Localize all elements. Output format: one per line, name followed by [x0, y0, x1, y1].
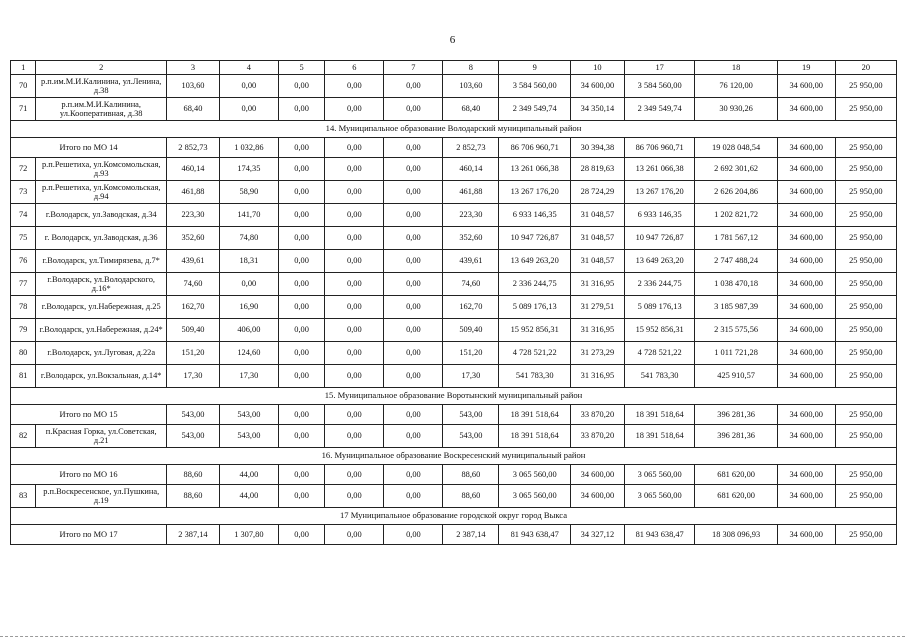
table-cell: 34 600,00 — [777, 273, 835, 296]
table-cell: 34 600,00 — [777, 181, 835, 204]
address-cell: г.Володарск, ул.Набережная, д.24* — [36, 319, 167, 342]
section-row — [11, 121, 897, 138]
table-cell: 15 952 856,31 — [499, 319, 571, 342]
table-cell: 461,88 — [167, 181, 220, 204]
table-cell: 0,00 — [278, 250, 324, 273]
row-number: 74 — [11, 204, 36, 227]
table-cell: 2 852,73 — [443, 138, 499, 158]
table-cell: 34 327,12 — [571, 525, 625, 545]
table-cell: 13 649 263,20 — [624, 250, 695, 273]
table-cell: 2 336 244,75 — [499, 273, 571, 296]
table-cell: 0,00 — [278, 138, 324, 158]
subtotal-label: Итого по МО 16 — [11, 465, 167, 485]
table-cell: 34 600,00 — [777, 525, 835, 545]
table-cell: 25 950,00 — [835, 273, 896, 296]
subtotal-row — [11, 138, 897, 158]
table-cell: 0,00 — [278, 365, 324, 388]
table-cell: 74,60 — [167, 273, 220, 296]
table-cell: 2 692 301,62 — [695, 158, 777, 181]
table-cell: 25 950,00 — [835, 204, 896, 227]
table-cell: 0,00 — [219, 98, 278, 121]
table-cell: 0,00 — [325, 204, 384, 227]
table-cell: 141,70 — [219, 204, 278, 227]
section-row — [11, 508, 897, 525]
table-cell: 0,00 — [325, 525, 384, 545]
row-number: 76 — [11, 250, 36, 273]
table-cell: 2 315 575,56 — [695, 319, 777, 342]
row-number: 75 — [11, 227, 36, 250]
table-cell: 0,00 — [325, 405, 384, 425]
table-cell: 0,00 — [325, 319, 384, 342]
address-cell: г.Володарск, ул.Заводская, д.34 — [36, 204, 167, 227]
table-cell: 124,60 — [219, 342, 278, 365]
table-cell: 74,80 — [219, 227, 278, 250]
table-row — [11, 75, 897, 98]
table-cell: 543,00 — [443, 425, 499, 448]
table-cell: 223,30 — [167, 204, 220, 227]
table-cell: 18,31 — [219, 250, 278, 273]
column-number: 19 — [777, 61, 835, 75]
column-number: 3 — [167, 61, 220, 75]
table-cell: 439,61 — [167, 250, 220, 273]
table-cell: 543,00 — [219, 405, 278, 425]
table-cell: 509,40 — [167, 319, 220, 342]
table-cell: 15 952 856,31 — [624, 319, 695, 342]
row-number: 77 — [11, 273, 36, 296]
table-cell: 31 316,95 — [571, 273, 625, 296]
table-cell: 461,88 — [443, 181, 499, 204]
table-cell: 34 600,00 — [777, 465, 835, 485]
table-cell: 17,30 — [167, 365, 220, 388]
table-cell: 0,00 — [384, 250, 443, 273]
table-cell: 0,00 — [384, 405, 443, 425]
row-number: 72 — [11, 158, 36, 181]
table-cell: 34 600,00 — [777, 405, 835, 425]
table-cell: 34 600,00 — [777, 158, 835, 181]
row-number: 80 — [11, 342, 36, 365]
table-cell: 33 870,20 — [571, 405, 625, 425]
table-row — [11, 425, 897, 448]
subtotal-row — [11, 525, 897, 545]
table-cell: 10 947 726,87 — [499, 227, 571, 250]
table-cell: 0,00 — [384, 365, 443, 388]
table-cell: 541 783,30 — [499, 365, 571, 388]
row-number: 81 — [11, 365, 36, 388]
table-cell: 4 728 521,22 — [624, 342, 695, 365]
table-cell: 34 600,00 — [777, 365, 835, 388]
table-cell: 10 947 726,87 — [624, 227, 695, 250]
table-cell: 543,00 — [443, 405, 499, 425]
row-number: 78 — [11, 296, 36, 319]
table-cell: 13 261 066,38 — [624, 158, 695, 181]
table-cell: 17,30 — [219, 365, 278, 388]
table-cell: 0,00 — [278, 227, 324, 250]
table-cell: 0,00 — [325, 98, 384, 121]
table-cell: 44,00 — [219, 485, 278, 508]
table-cell: 33 870,20 — [571, 425, 625, 448]
table-cell: 13 649 263,20 — [499, 250, 571, 273]
section-row — [11, 448, 897, 465]
column-number: 17 — [624, 61, 695, 75]
table-cell: 0,00 — [219, 273, 278, 296]
table-cell: 25 950,00 — [835, 425, 896, 448]
table-cell: 76 120,00 — [695, 75, 777, 98]
table-row — [11, 250, 897, 273]
table-cell: 34 600,00 — [571, 75, 625, 98]
table-cell: 30 930,26 — [695, 98, 777, 121]
table-cell: 2 349 549,74 — [624, 98, 695, 121]
table-cell: 25 950,00 — [835, 250, 896, 273]
table-cell: 74,60 — [443, 273, 499, 296]
table-cell: 0,00 — [325, 296, 384, 319]
table-cell: 162,70 — [443, 296, 499, 319]
table-cell: 0,00 — [278, 158, 324, 181]
table-cell: 13 267 176,20 — [499, 181, 571, 204]
table-cell: 0,00 — [325, 273, 384, 296]
table-cell: 88,60 — [167, 485, 220, 508]
table-cell: 25 950,00 — [835, 342, 896, 365]
table-cell: 0,00 — [384, 342, 443, 365]
table-cell: 3 584 560,00 — [624, 75, 695, 98]
table-cell: 1 307,80 — [219, 525, 278, 545]
column-number: 10 — [571, 61, 625, 75]
table-cell: 3 065 560,00 — [499, 465, 571, 485]
table-cell: 25 950,00 — [835, 525, 896, 545]
table-cell: 34 600,00 — [777, 250, 835, 273]
table-cell: 0,00 — [278, 204, 324, 227]
table-cell: 34 600,00 — [777, 204, 835, 227]
address-cell: р.п.Решетиха, ул.Комсомольская, д.93 — [36, 158, 167, 181]
table-cell: 0,00 — [384, 75, 443, 98]
address-cell: р.п.Воскресенское, ул.Пушкина, д.19 — [36, 485, 167, 508]
table-cell: 439,61 — [443, 250, 499, 273]
table-cell: 396 281,36 — [695, 425, 777, 448]
table-cell: 25 950,00 — [835, 138, 896, 158]
table-cell: 34 600,00 — [777, 75, 835, 98]
table-row — [11, 319, 897, 342]
table-cell: 25 950,00 — [835, 319, 896, 342]
table-cell: 13 267 176,20 — [624, 181, 695, 204]
column-number: 9 — [499, 61, 571, 75]
table-row — [11, 365, 897, 388]
table-cell: 0,00 — [384, 485, 443, 508]
table-cell: 5 089 176,13 — [624, 296, 695, 319]
table-cell: 0,00 — [384, 98, 443, 121]
table-cell: 0,00 — [278, 342, 324, 365]
table-cell: 0,00 — [384, 181, 443, 204]
section-title: 14. Муниципальное образование Володарский муниципальный район — [11, 121, 897, 138]
table-cell: 0,00 — [325, 365, 384, 388]
table-cell: 460,14 — [443, 158, 499, 181]
table-cell: 0,00 — [325, 425, 384, 448]
table-cell: 34 600,00 — [777, 485, 835, 508]
table-cell: 0,00 — [384, 138, 443, 158]
table-cell: 162,70 — [167, 296, 220, 319]
column-number: 6 — [325, 61, 384, 75]
table-cell: 30 394,38 — [571, 138, 625, 158]
table-cell: 0,00 — [325, 181, 384, 204]
table-cell: 3 065 560,00 — [499, 485, 571, 508]
table-cell: 3 065 560,00 — [624, 485, 695, 508]
table-cell: 509,40 — [443, 319, 499, 342]
table-cell: 352,60 — [443, 227, 499, 250]
register-table-body — [11, 61, 897, 545]
table-cell: 13 261 066,38 — [499, 158, 571, 181]
table-cell: 3 065 560,00 — [624, 465, 695, 485]
table-cell: 0,00 — [384, 273, 443, 296]
table-cell: 88,60 — [443, 485, 499, 508]
table-cell: 0,00 — [384, 525, 443, 545]
table-cell: 34 600,00 — [777, 98, 835, 121]
table-cell: 174,35 — [219, 158, 278, 181]
table-cell: 2 387,14 — [167, 525, 220, 545]
table-cell: 81 943 638,47 — [499, 525, 571, 545]
table-cell: 543,00 — [219, 425, 278, 448]
subtotal-label: Итого по МО 15 — [11, 405, 167, 425]
table-cell: 0,00 — [325, 158, 384, 181]
subtotal-row — [11, 465, 897, 485]
address-cell: р.п.им.М.И.Калинина, ул.Ленина, д.38 — [36, 75, 167, 98]
row-number: 83 — [11, 485, 36, 508]
table-cell: 2 349 549,74 — [499, 98, 571, 121]
table-cell: 0,00 — [325, 465, 384, 485]
table-cell: 25 950,00 — [835, 405, 896, 425]
column-number: 2 — [36, 61, 167, 75]
table-cell: 25 950,00 — [835, 181, 896, 204]
table-cell: 17,30 — [443, 365, 499, 388]
table-cell: 151,20 — [443, 342, 499, 365]
subtotal-label: Итого по МО 17 — [11, 525, 167, 545]
address-cell: г.Володарск, ул.Вокзальная, д.14* — [36, 365, 167, 388]
table-cell: 0,00 — [278, 181, 324, 204]
table-cell: 44,00 — [219, 465, 278, 485]
table-cell: 0,00 — [325, 227, 384, 250]
table-cell: 34 600,00 — [571, 465, 625, 485]
table-cell: 31 048,57 — [571, 204, 625, 227]
table-cell: 25 950,00 — [835, 227, 896, 250]
table-cell: 541 783,30 — [624, 365, 695, 388]
table-row — [11, 485, 897, 508]
address-cell: г.Володарск, ул.Тимирязева, д.7* — [36, 250, 167, 273]
table-row — [11, 342, 897, 365]
table-cell: 0,00 — [325, 485, 384, 508]
table-cell: 681 620,00 — [695, 485, 777, 508]
table-cell: 18 391 518,64 — [624, 425, 695, 448]
subtotal-label: Итого по МО 14 — [11, 138, 167, 158]
address-cell: г.Володарск, ул.Набережная, д.25 — [36, 296, 167, 319]
address-cell: р.п.им.М.И.Калинина, ул.Кооперативная, д.38 — [36, 98, 167, 121]
table-cell: 1 011 721,28 — [695, 342, 777, 365]
table-cell: 4 728 521,22 — [499, 342, 571, 365]
table-row — [11, 98, 897, 121]
table-cell: 2 336 244,75 — [624, 273, 695, 296]
table-cell: 425 910,57 — [695, 365, 777, 388]
column-number: 4 — [219, 61, 278, 75]
table-cell: 25 950,00 — [835, 158, 896, 181]
table-row — [11, 204, 897, 227]
table-cell: 18 391 518,64 — [624, 405, 695, 425]
table-cell: 68,40 — [443, 98, 499, 121]
register-table — [10, 60, 897, 545]
column-number: 1 — [11, 61, 36, 75]
table-cell: 6 933 146,35 — [499, 204, 571, 227]
table-cell: 406,00 — [219, 319, 278, 342]
section-title: 17 Муниципальное образование городской округ город Выкса — [11, 508, 897, 525]
page-number: 6 — [449, 34, 456, 46]
table-cell: 0,00 — [325, 75, 384, 98]
table-cell: 0,00 — [219, 75, 278, 98]
table-cell: 25 950,00 — [835, 465, 896, 485]
table-cell: 88,60 — [167, 465, 220, 485]
table-row — [11, 181, 897, 204]
column-number: 18 — [695, 61, 777, 75]
table-cell: 25 950,00 — [835, 98, 896, 121]
column-number: 5 — [278, 61, 324, 75]
subtotal-row — [11, 405, 897, 425]
table-cell: 16,90 — [219, 296, 278, 319]
section-title: 15. Муниципальное образование Воротынский муниципальный район — [11, 388, 897, 405]
table-cell: 396 281,36 — [695, 405, 777, 425]
table-cell: 5 089 176,13 — [499, 296, 571, 319]
row-number: 79 — [11, 319, 36, 342]
address-cell: п.Красная Горка, ул.Советская, д.21 — [36, 425, 167, 448]
table-cell: 34 600,00 — [777, 296, 835, 319]
table-cell: 681 620,00 — [695, 465, 777, 485]
column-numbers-row — [11, 61, 897, 75]
table-cell: 543,00 — [167, 425, 220, 448]
table-cell: 103,60 — [443, 75, 499, 98]
table-cell: 0,00 — [278, 425, 324, 448]
section-row — [11, 388, 897, 405]
table-cell: 25 950,00 — [835, 485, 896, 508]
table-cell: 0,00 — [278, 465, 324, 485]
table-cell: 151,20 — [167, 342, 220, 365]
row-number: 70 — [11, 75, 36, 98]
table-cell: 31 316,95 — [571, 319, 625, 342]
table-cell: 352,60 — [167, 227, 220, 250]
table-cell: 0,00 — [278, 319, 324, 342]
table-cell: 81 943 638,47 — [624, 525, 695, 545]
table-cell: 223,30 — [443, 204, 499, 227]
table-cell: 25 950,00 — [835, 75, 896, 98]
table-cell: 0,00 — [325, 342, 384, 365]
table-cell: 88,60 — [443, 465, 499, 485]
column-number: 20 — [835, 61, 896, 75]
table-cell: 3 584 560,00 — [499, 75, 571, 98]
table-cell: 103,60 — [167, 75, 220, 98]
table-cell: 0,00 — [384, 319, 443, 342]
table-cell: 2 626 204,86 — [695, 181, 777, 204]
table-cell: 34 600,00 — [777, 319, 835, 342]
table-cell: 0,00 — [384, 465, 443, 485]
table-cell: 0,00 — [384, 227, 443, 250]
table-cell: 68,40 — [167, 98, 220, 121]
table-cell: 1 032,86 — [219, 138, 278, 158]
table-cell: 0,00 — [325, 138, 384, 158]
table-cell: 0,00 — [384, 425, 443, 448]
table-cell: 28 819,63 — [571, 158, 625, 181]
table-cell: 1 202 821,72 — [695, 204, 777, 227]
table-cell: 0,00 — [278, 405, 324, 425]
column-number: 8 — [443, 61, 499, 75]
table-cell: 18 391 518,64 — [499, 425, 571, 448]
table-cell: 0,00 — [384, 296, 443, 319]
page-bottom-edge — [0, 636, 905, 637]
table-cell: 34 600,00 — [777, 138, 835, 158]
table-row — [11, 296, 897, 319]
address-cell: р.п.Решетиха, ул.Комсомольская, д.94 — [36, 181, 167, 204]
table-cell: 0,00 — [278, 273, 324, 296]
table-cell: 6 933 146,35 — [624, 204, 695, 227]
address-cell: г.Володарск, ул.Луговая, д.22а — [36, 342, 167, 365]
table-cell: 0,00 — [278, 296, 324, 319]
address-cell: г.Володарск, ул.Володарского, д.16* — [36, 273, 167, 296]
table-cell: 0,00 — [278, 485, 324, 508]
table-cell: 34 600,00 — [777, 425, 835, 448]
table-cell: 2 747 488,24 — [695, 250, 777, 273]
table-cell: 543,00 — [167, 405, 220, 425]
table-cell: 18 308 096,93 — [695, 525, 777, 545]
table-cell: 31 273,29 — [571, 342, 625, 365]
table-cell: 1 038 470,18 — [695, 273, 777, 296]
table-cell: 34 600,00 — [571, 485, 625, 508]
column-number: 7 — [384, 61, 443, 75]
table-cell: 2 387,14 — [443, 525, 499, 545]
table-cell: 0,00 — [278, 525, 324, 545]
table-row — [11, 273, 897, 296]
table-cell: 0,00 — [278, 98, 324, 121]
table-cell: 19 028 048,54 — [695, 138, 777, 158]
table-cell: 28 724,29 — [571, 181, 625, 204]
table-cell: 34 350,14 — [571, 98, 625, 121]
table-cell: 25 950,00 — [835, 365, 896, 388]
table-cell: 86 706 960,71 — [624, 138, 695, 158]
table-cell: 31 279,51 — [571, 296, 625, 319]
table-cell: 460,14 — [167, 158, 220, 181]
table-cell: 31 048,57 — [571, 227, 625, 250]
table-cell: 86 706 960,71 — [499, 138, 571, 158]
row-number: 71 — [11, 98, 36, 121]
table-cell: 0,00 — [325, 250, 384, 273]
table-cell: 34 600,00 — [777, 342, 835, 365]
row-number: 73 — [11, 181, 36, 204]
table-cell: 1 781 567,12 — [695, 227, 777, 250]
table-row — [11, 227, 897, 250]
table-cell: 0,00 — [384, 158, 443, 181]
table-cell: 34 600,00 — [777, 227, 835, 250]
table-cell: 3 185 987,39 — [695, 296, 777, 319]
table-cell: 31 316,95 — [571, 365, 625, 388]
section-title: 16. Муниципальное образование Воскресенский муниципальный район — [11, 448, 897, 465]
table-row — [11, 158, 897, 181]
row-number: 82 — [11, 425, 36, 448]
table-cell: 25 950,00 — [835, 296, 896, 319]
table-cell: 58,90 — [219, 181, 278, 204]
table-cell: 0,00 — [278, 75, 324, 98]
table-cell: 0,00 — [384, 204, 443, 227]
table-cell: 18 391 518,64 — [499, 405, 571, 425]
table-cell: 2 852,73 — [167, 138, 220, 158]
table-cell: 31 048,57 — [571, 250, 625, 273]
address-cell: г. Володарск, ул.Заводская, д.36 — [36, 227, 167, 250]
